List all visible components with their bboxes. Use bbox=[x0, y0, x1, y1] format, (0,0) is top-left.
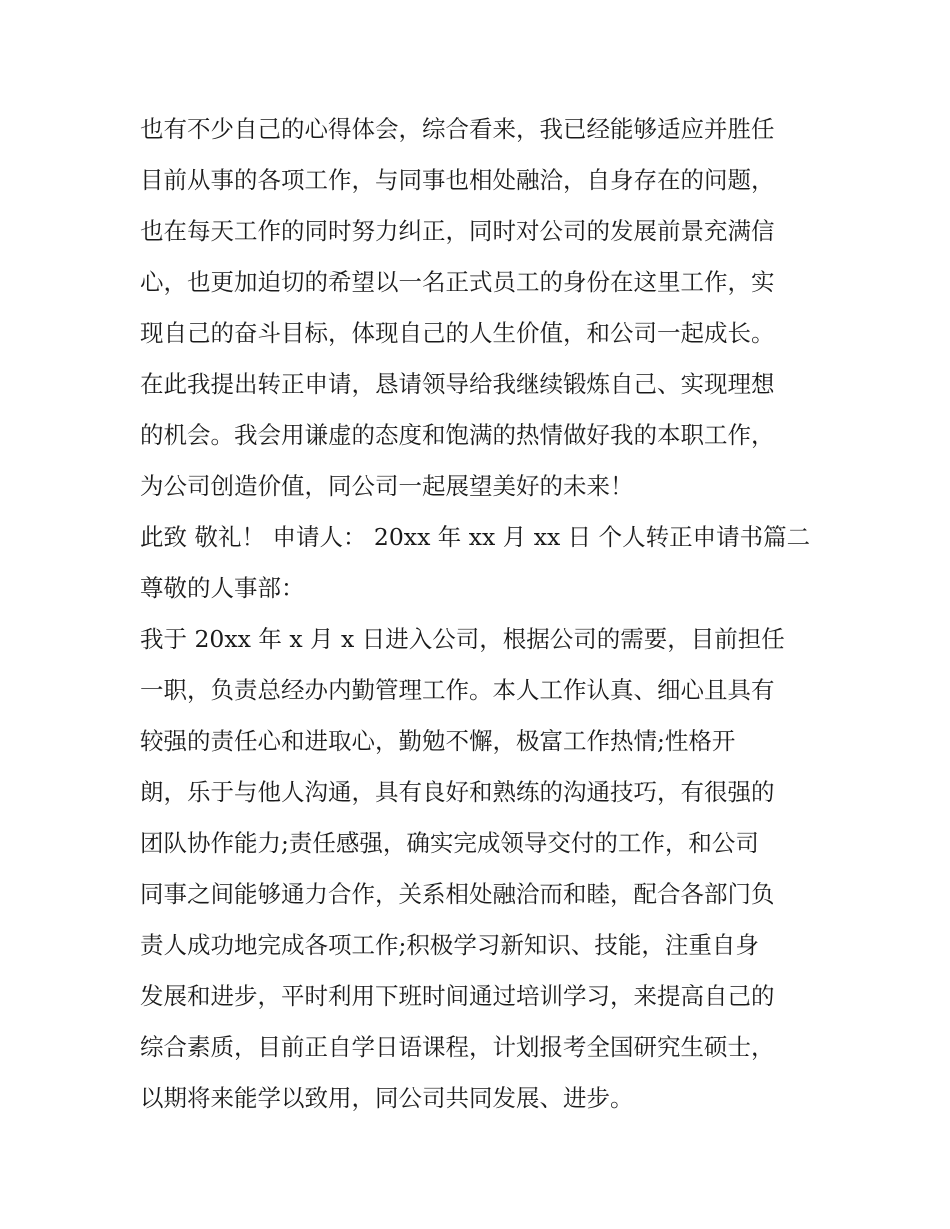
text-line: 朗，乐于与他人沟通，具有良好和熟练的沟通技巧，有很强的 bbox=[140, 778, 775, 806]
text-line: 发展和进步，平时利用下班时间通过培训学习，来提高自己的 bbox=[140, 982, 775, 1010]
text-line: 综合素质，目前正自学日语课程，计划报考全国研究生硕士， bbox=[140, 1033, 775, 1061]
text-line: 责人成功地完成各项工作;积极学习新知识、技能，注重自身 bbox=[140, 931, 759, 959]
text-line: 同事之间能够通力合作，关系相处融洽而和睦，配合各部门负 bbox=[140, 880, 775, 908]
closing-and-heading-line: 此致 敬礼！ 申请人： 20xx 年 xx 月 xx 日 个人转正申请书篇二 bbox=[140, 523, 811, 551]
text-line: 目前从事的各项工作，与同事也相处融洽，自身存在的问题， bbox=[140, 166, 775, 194]
text-line: 团队协作能力;责任感强，确实完成领导交付的工作，和公司 bbox=[140, 829, 759, 857]
salutation-line: 尊敬的人事部： bbox=[140, 574, 305, 602]
text-line: 为公司创造价值，同公司一起展望美好的未来！ bbox=[140, 472, 634, 500]
text-line: 较强的责任心和进取心，勤勉不懈，极富工作热情;性格开 bbox=[140, 727, 736, 755]
text-line: 心，也更加迫切的希望以一名正式员工的身份在这里工作，实 bbox=[140, 268, 775, 296]
text-line: 我于 20xx 年 x 月 x 日进入公司，根据公司的需要，目前担任 bbox=[140, 625, 785, 653]
text-line: 的机会。我会用谦虚的态度和饱满的热情做好我的本职工作， bbox=[140, 421, 775, 449]
text-line: 在此我提出转正申请，恳请领导给我继续锻炼自己、实现理想 bbox=[140, 370, 775, 398]
text-line: 也有不少自己的心得体会，综合看来，我已经能够适应并胜任 bbox=[140, 115, 775, 143]
text-line: 现自己的奋斗目标，体现自己的人生价值，和公司一起成长。 bbox=[140, 319, 775, 347]
text-line: 也在每天工作的同时努力纠正，同时对公司的发展前景充满信 bbox=[140, 217, 775, 245]
text-line: 一职，负责总经办内勤管理工作。本人工作认真、细心且具有 bbox=[140, 676, 775, 704]
body-text bbox=[140, 104, 820, 1124]
text-line: 以期将来能学以致用，同公司共同发展、进步。 bbox=[140, 1084, 634, 1112]
